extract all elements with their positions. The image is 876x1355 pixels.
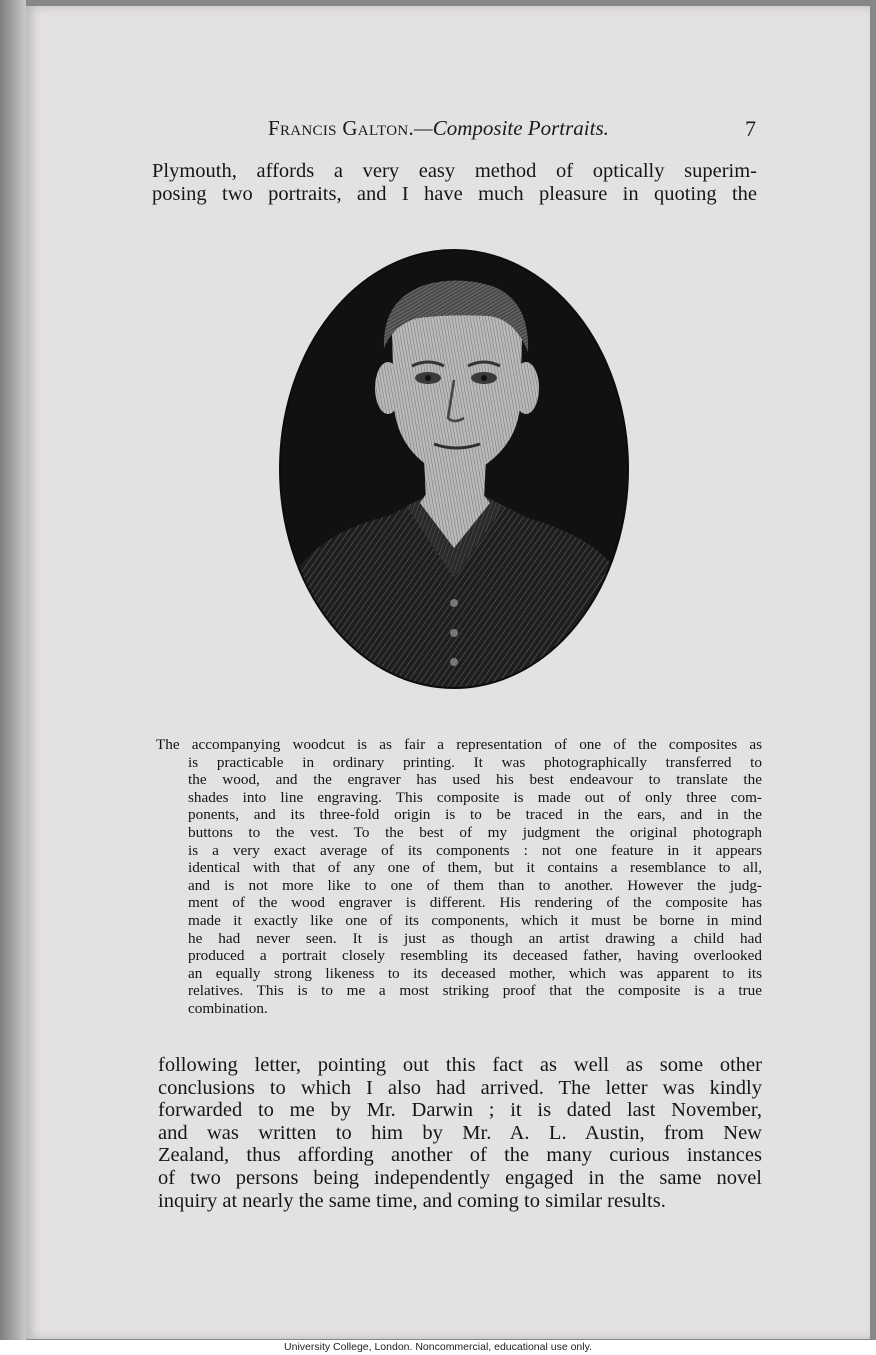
text-line: Plymouth, affords a very easy method of optically superim- — [152, 160, 757, 182]
caption-line: and is not more like to one of them than to another. However the judg- — [188, 876, 762, 894]
caption-line: the wood, and the engraver has used his best endeavour to translate the — [188, 771, 762, 789]
caption-line: is a very exact average of its components : not one feature in it appears — [188, 841, 762, 859]
caption-line: produced a portrait closely resembling its deceased father, having overlooked — [188, 947, 762, 965]
text-line: posing two portraits, and I have much pleasure in quoting the — [152, 182, 757, 205]
text-line: of two persons being independently engaged in the same novel — [158, 1166, 762, 1189]
caption-line: he had never seen. It is just as though an artist drawing a child had — [188, 929, 762, 947]
header-title: —Composite Portraits. — [414, 116, 609, 140]
book-binding-edge — [0, 0, 26, 1340]
text-line: and was written to him by Mr. A. L. Austin, from New — [158, 1121, 762, 1144]
running-header — [268, 116, 756, 144]
header-author: Francis Galton. — [268, 116, 415, 140]
caption-line: combination. — [188, 999, 268, 1017]
text-line: Zealand, thus affording another of the many curious instances — [158, 1144, 762, 1167]
paragraph-top — [152, 160, 757, 205]
caption-line: shades into line engraving. This composite is made out of only three com- — [188, 788, 762, 806]
text-line: conclusions to which I also had arrived. The letter was kindly — [158, 1076, 762, 1099]
caption-line: ment of the wood engraver is different. His rendering of the composite has — [188, 894, 762, 912]
text-line: following letter, pointing out this fact as well as some other — [158, 1054, 762, 1076]
book-page — [26, 6, 870, 1339]
caption-line: buttons to the vest. To the best of my judgment the original photograph — [188, 823, 762, 841]
caption-line: The accompanying woodcut is as fair a representation of one of the composites as — [156, 736, 762, 753]
page-number: 7 — [745, 116, 756, 141]
caption-line: identical with that of any one of them, but it contains a resemblance to all, — [188, 859, 762, 877]
figure-caption — [156, 736, 762, 1018]
woodcut-portrait-image — [278, 248, 630, 690]
text-line: inquiry at nearly the same time, and coming to similar results. — [158, 1189, 666, 1212]
usage-footer: University College, London. Noncommercial, educational use only. — [284, 1341, 592, 1353]
caption-line: relatives. This is to me a most striking proof that the composite is a true — [188, 982, 762, 1000]
paragraph-bottom — [158, 1054, 762, 1212]
caption-line: ponents, and its three-fold origin is to be traced in the ears, and in the — [188, 806, 762, 824]
caption-line: is practicable in ordinary printing. It was photographically transferred to — [188, 753, 762, 771]
caption-line: made it exactly like one of its components, which it must be borne in mind — [188, 911, 762, 929]
text-line: forwarded to me by Mr. Darwin ; it is dated last November, — [158, 1099, 762, 1122]
caption-line: an equally strong likeness to its deceased mother, which was apparent to its — [188, 964, 762, 982]
